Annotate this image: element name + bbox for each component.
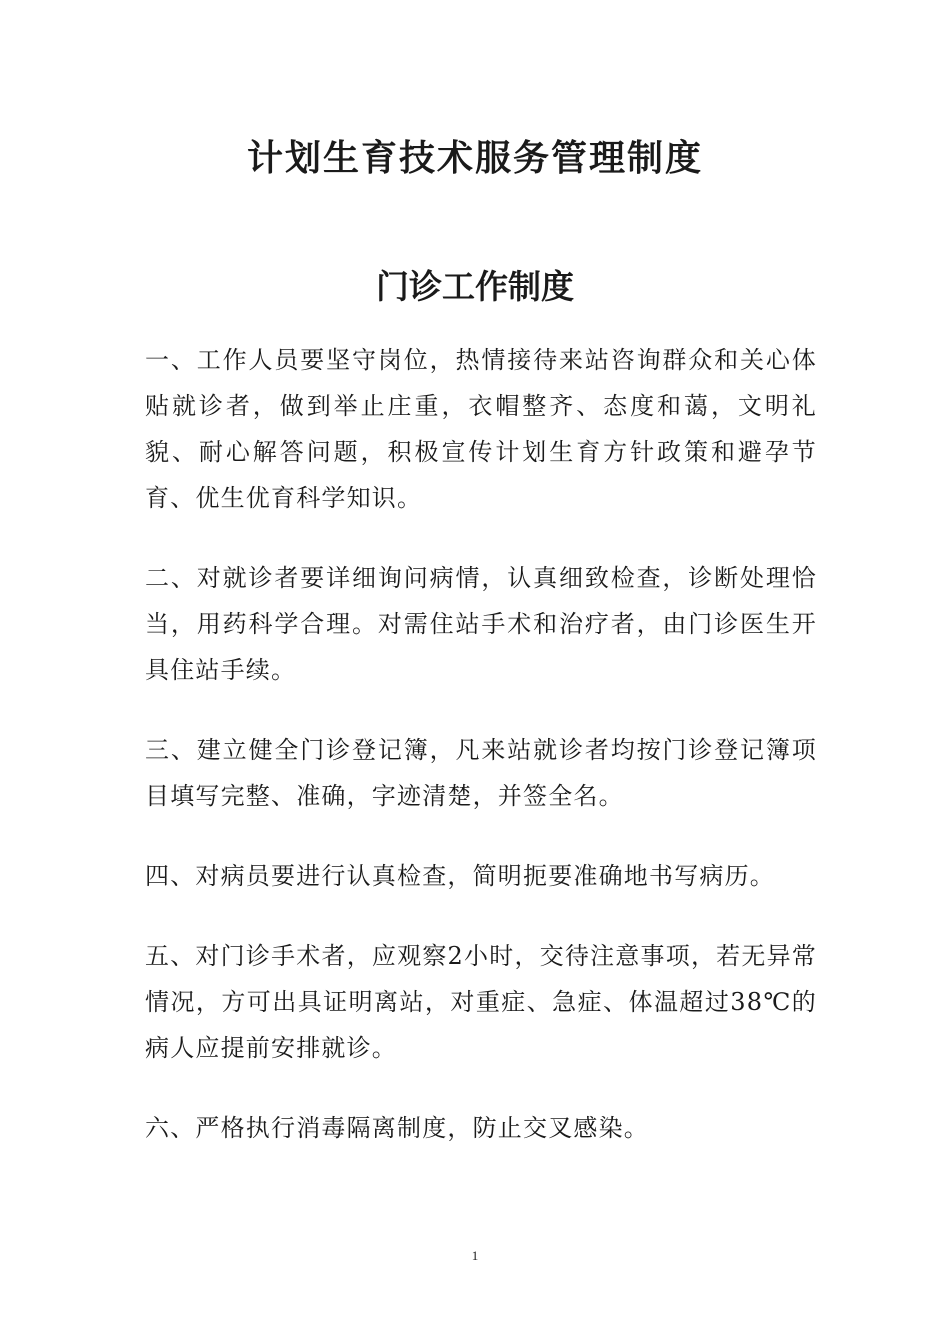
paragraph-4: 四、对病员要进行认真检查，简明扼要准确地书写病历。 (145, 862, 775, 890)
paragraph-1: 一、工作人员要坚守岗位，热情接待来站咨询群众和关心体贴就诊者，做到举止庄重，衣帽整齐、态度和蔼，文明礼貌、耐心解答问题，积极宣传计划生育方针政策和避孕节育、优生优育科学知识。 (145, 346, 817, 512)
document-body (145, 337, 817, 1185)
paragraph-3: 三、建立健全门诊登记簿，凡来站就诊者均按门诊登记簿项目填写完整、准确，字迹清楚，并签全名。 (145, 736, 817, 810)
section-title: 门诊工作制度 (376, 267, 574, 306)
paragraph-6: 六、严格执行消毒隔离制度，防止交叉感染。 (145, 1114, 649, 1142)
paragraph-5: 五、对门诊手术者，应观察2小时，交待注意事项，若无异常情况，方可出具证明离站，对重症、急症、体温超过38℃的病人应提前安排就诊。 (145, 942, 817, 1062)
paragraph-2: 二、对就诊者要详细询问病情，认真细致检查，诊断处理恰当，用药科学合理。对需住站手术和治疗者，由门诊医生开具住站手续。 (145, 564, 817, 684)
page-number: 1 (471, 1248, 479, 1263)
document-title: 计划生育技术服务管理制度 (246, 137, 703, 179)
